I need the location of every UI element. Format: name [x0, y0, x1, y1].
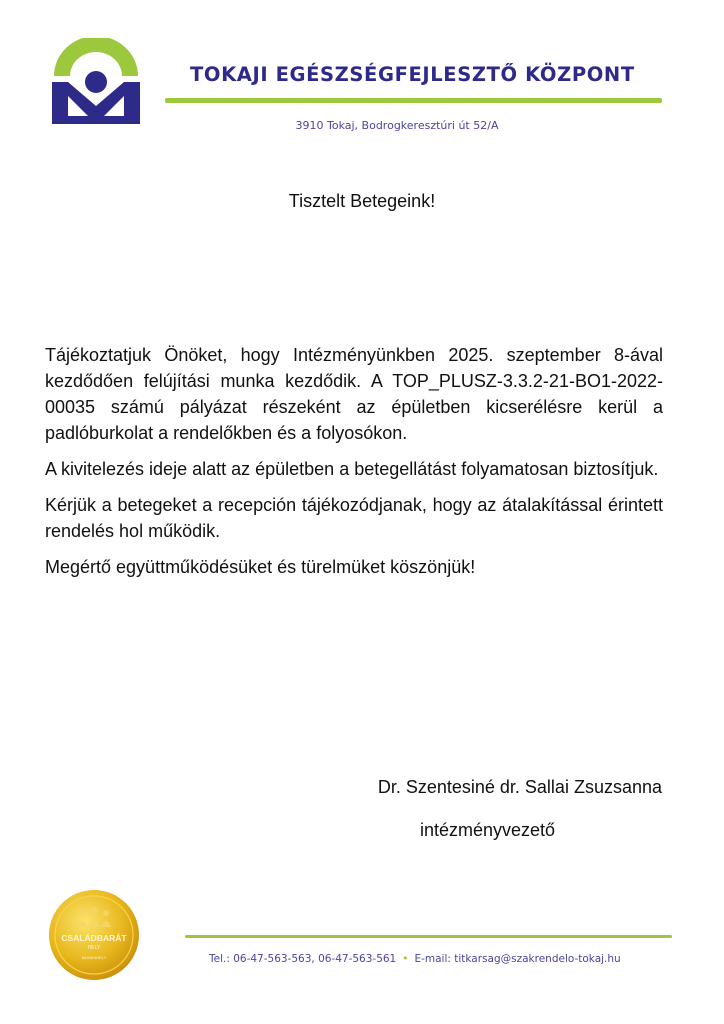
footer-separator: • — [402, 953, 409, 965]
letter-paragraph: Megértő együttműködésüket és türelmüket köszönjük! — [45, 557, 476, 577]
badge-text-line1: CSALÁDBARÁT — [61, 933, 127, 943]
footer-email[interactable]: E-mail: titkarsag@szakrendelo-tokaj.hu — [414, 953, 621, 965]
badge-text-line3: MUNKAHELY — [81, 955, 107, 960]
letter-body — [45, 342, 663, 590]
badge-text-line2: HELY — [87, 945, 101, 951]
footer-contact — [209, 953, 621, 965]
header-divider — [165, 98, 662, 103]
letter-paragraph: Tájékoztatjuk Önöket, hogy Intézményünkben 2025. szeptember 8-ával kezdődően felújítási munka kezdődik. A TOP_PLUSZ-3.3.2-21-BO1-2022-00035 számú pályázat részeként az épületben kicserélésre kerül a padlóburkolat a rendelőkben és a folyosókon. — [45, 345, 663, 443]
footer-divider — [185, 935, 672, 938]
letter-greeting: Tisztelt Betegeink! — [288, 191, 436, 211]
organization-address: 3910 Tokaj, Bodrogkeresztúri út 52/A — [295, 119, 499, 132]
organization-name: TOKAJI EGÉSZSÉGFEJLESZTŐ KÖZPONT — [190, 63, 635, 86]
letter-paragraph: A kivitelezés ideje alatt az épületben a betegellátást folyamatosan biztosítjuk. — [45, 459, 659, 479]
letter-paragraph: Kérjük a betegeket a recepción tájékozódjanak, hogy az átalakítással érintett rendelés hol működik. — [45, 495, 663, 541]
signer-name: Dr. Szentesiné dr. Sallai Zsuzsanna — [377, 777, 662, 797]
footer-phone: Tel.: 06-47-563-563, 06-47-563-561 — [209, 953, 397, 965]
signer-role: intézményvezető — [420, 820, 556, 840]
family-friendly-badge-icon — [48, 889, 140, 981]
organization-logo-icon — [48, 38, 144, 126]
